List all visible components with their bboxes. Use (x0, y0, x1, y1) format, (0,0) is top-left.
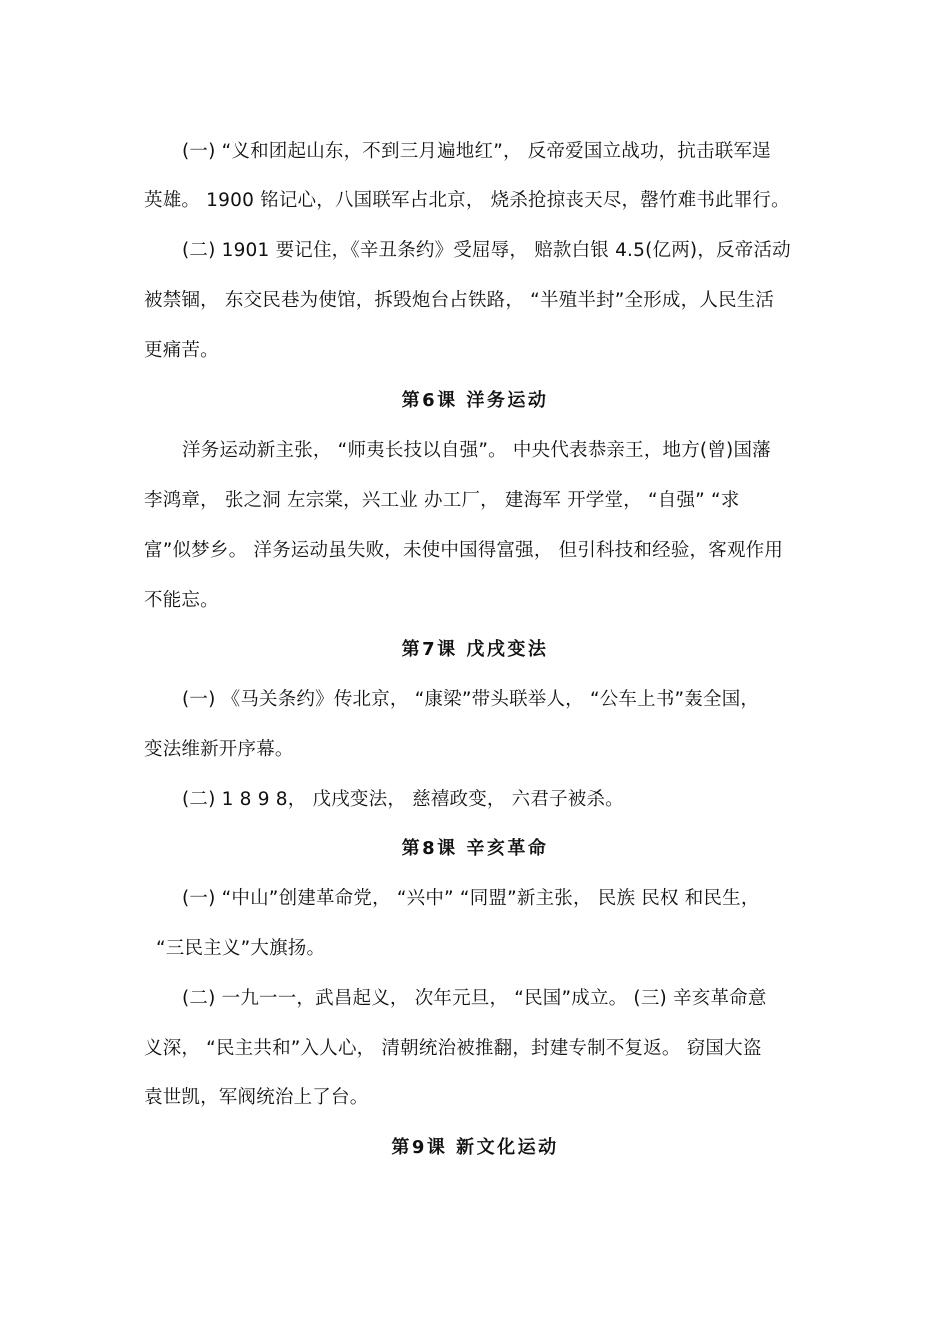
paragraph-line: 更痛苦。 (144, 340, 219, 361)
paragraph-line: 洋务运动新主张， “师夷长技以自强”。 中央代表恭亲王，地方(曾)国藩 (182, 440, 771, 461)
section-heading: 第9课 新文化运动 (391, 1137, 559, 1158)
paragraph-line: (一) “义和团起山东，不到三月遍地红”， 反帝爱国立战功，抗击联军逞 (182, 141, 771, 162)
paragraph-line: 被禁锢， 东交民巷为使馆，拆毁炮台占铁路， “半殖半封”全形成，人民生活 (144, 290, 775, 311)
paragraph-line: 袁世凯，军阀统治上了台。 (144, 1087, 369, 1108)
section-heading: 第7课 戊戌变法 (401, 639, 549, 660)
section-heading: 第8课 辛亥革命 (401, 838, 549, 859)
paragraph-line: “三民主义”大旗扬。 (156, 938, 326, 959)
paragraph-line: (二) 一九一一，武昌起义， 次年元旦， “民国”成立。 (三) 辛亥革命意 (182, 988, 767, 1009)
paragraph-line: 不能忘。 (144, 590, 219, 611)
paragraph-line: (二) 1901 要记住，《辛丑条约》受屈辱， 赔款白银 4.5(亿两)，反帝活动 (182, 240, 791, 261)
section-heading: 第6课 洋务运动 (401, 390, 549, 411)
paragraph-line: 李鸿章， 张之洞 左宗棠，兴工业 办工厂， 建海军 开学堂， “自强” “求 (144, 490, 740, 511)
paragraph-line: 富”似梦乡。 洋务运动虽失败，未使中国得富强， 但引科技和经验，客观作用 (144, 540, 784, 561)
paragraph-line: (二) 1 8 9 8， 戊戌变法， 慈禧政变， 六君子被杀。 (182, 789, 624, 810)
paragraph-line: (一) “中山”创建革命党， “兴中” “同盟”新主张， 民族 民权 和民生， (182, 888, 760, 909)
paragraph-line: 义深， “民主共和”入人心， 清朝统治被推翻，封建专制不复返。 窃国大盗 (144, 1038, 762, 1059)
paragraph-line: (一) 《马关条约》传北京， “康梁”带头联举人， “公车上书”轰全国， (182, 689, 760, 710)
paragraph-line: 英雄。 1900 铭记心，八国联军占北京， 烧杀抢掠丧天尽，罄竹难书此罪行。 (144, 190, 790, 211)
paragraph-line: 变法维新开序幕。 (144, 739, 294, 760)
